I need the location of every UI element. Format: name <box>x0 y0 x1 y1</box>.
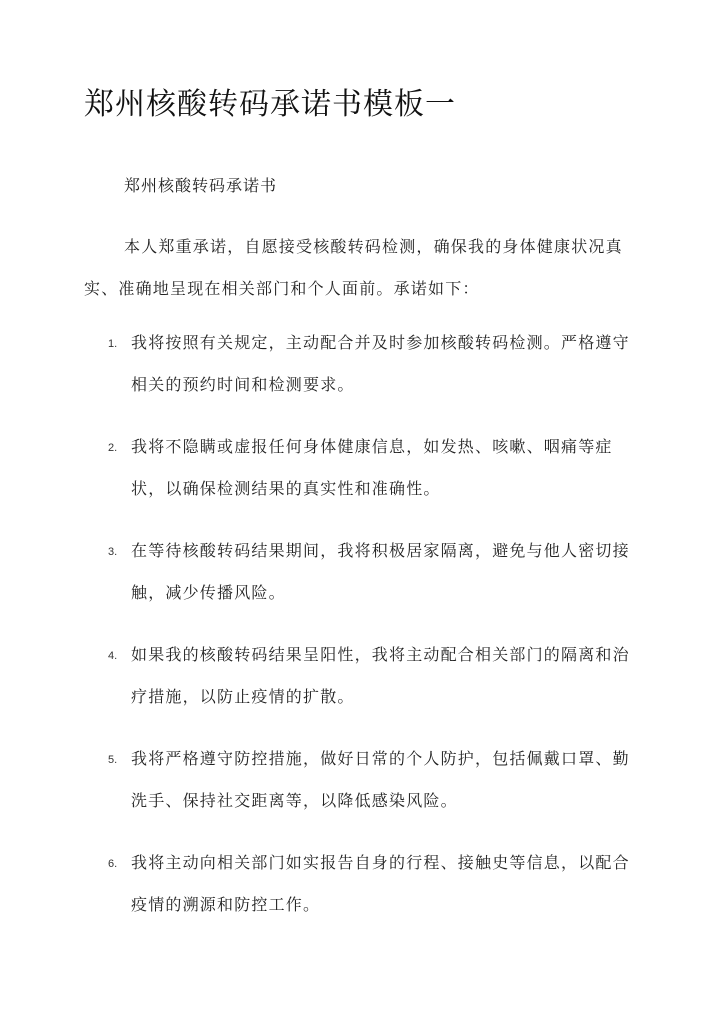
list-item-number: 2. <box>108 442 118 454</box>
list-item-text: 在等待核酸转码结果期间，我将积极居家隔离，避免与他人密切接触，减少传播风险。 <box>131 541 630 602</box>
list-item-text: 我将主动向相关部门如实报告自身的行程、接触史等信息，以配合疫情的溯源和防控工作。 <box>131 853 630 914</box>
list-item <box>100 634 640 718</box>
list-item <box>100 322 640 406</box>
commitment-list <box>100 322 640 946</box>
list-item-text: 我将按照有关规定，主动配合并及时参加核酸转码检测。严格遵守相关的预约时间和检测要求。 <box>131 333 630 394</box>
list-item-number: 1. <box>108 338 118 350</box>
list-item-number: 5. <box>108 754 118 766</box>
list-item <box>100 842 640 926</box>
list-item <box>100 738 640 822</box>
list-item-number: 4. <box>108 650 118 662</box>
list-item-number: 3. <box>108 546 118 558</box>
list-item-number: 6. <box>108 858 118 870</box>
list-item-text: 如果我的核酸转码结果呈阳性，我将主动配合相关部门的隔离和治疗措施，以防止疫情的扩散。 <box>131 645 630 706</box>
document-subtitle: 郑州核酸转码承诺书 <box>124 176 278 195</box>
intro-paragraph: 本人郑重承诺，自愿接受核酸转码检测，确保我的身体健康状况真实、准确地呈现在相关部门和个人面前。承诺如下： <box>84 237 623 298</box>
list-item <box>100 530 640 614</box>
document-title: 郑州核酸转码承诺书模板一 <box>84 87 456 122</box>
list-item-text: 我将严格遵守防控措施，做好日常的个人防护，包括佩戴口罩、勤洗手、保持社交距离等，以降低感染风险。 <box>131 749 630 810</box>
list-item-text: 我将不隐瞒或虚报任何身体健康信息，如发热、咳嗽、咽痛等症状，以确保检测结果的真实性和准确性。 <box>131 437 613 498</box>
list-item <box>100 426 640 510</box>
